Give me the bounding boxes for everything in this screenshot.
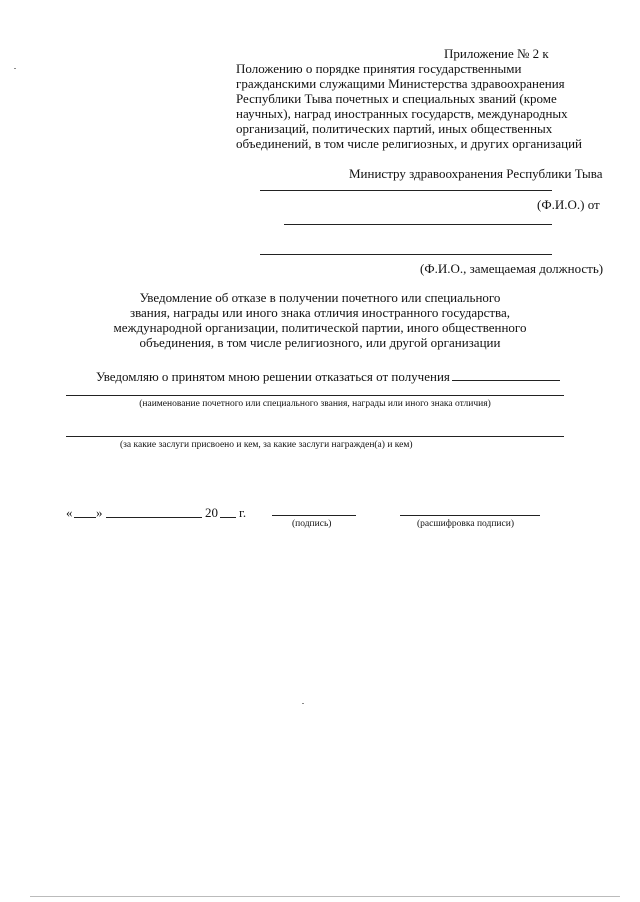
date-day-line[interactable]	[74, 517, 96, 518]
statement-fill-line[interactable]	[452, 380, 560, 381]
title-line: звания, награды или иного знака отличия иностранного государства,	[129, 305, 511, 320]
date-open-quote: «	[66, 505, 73, 520]
appendix-line-title: Приложение № 2 к	[444, 46, 549, 61]
merit-caption: (за какие заслуги присвоено и кем, за какие заслуги награжден(а) и кем)	[120, 440, 413, 450]
date-year-suffix: г.	[239, 505, 247, 520]
appendix-line: объединений, в том числе религиозных, и других организаций	[236, 136, 582, 151]
date-month-line[interactable]	[106, 517, 202, 518]
appendix-line: Положению о порядке принятия государственными	[236, 61, 522, 76]
addressee-line-1	[260, 190, 552, 191]
notification-title	[100, 290, 540, 350]
addressee-fio-from: (Ф.И.О.) от	[537, 197, 600, 212]
appendix-line: научных), наград иностранных государств, международных	[236, 106, 568, 121]
addressee-fio-position: (Ф.И.О., замещаемая должность)	[420, 261, 604, 276]
appendix-line: Республики Тыва почетных и специальных званий (кроме	[236, 91, 557, 106]
award-name-caption: (наименование почетного или специального звания, награды или иного знака отличия)	[139, 399, 491, 409]
date-year-line[interactable]	[220, 517, 236, 518]
title-line: объединения, в том числе религиозного, или другой организации	[139, 335, 501, 350]
decoding-caption: (расшифровка подписи)	[417, 519, 514, 529]
award-name-line[interactable]	[66, 395, 564, 396]
scan-speck	[302, 703, 304, 704]
addressee-minister: Министру здравоохранения Республики Тыва	[349, 166, 603, 181]
scan-speck	[14, 68, 16, 69]
signature-line[interactable]	[272, 515, 356, 516]
decoding-line[interactable]	[400, 515, 540, 516]
title-line: международной организации, политической партии, иного общественного	[113, 320, 527, 335]
merit-line[interactable]	[66, 436, 564, 437]
statement-text: Уведомляю о принятом мною решении отказаться от получения	[96, 369, 450, 384]
scan-bottom-edge	[30, 896, 620, 897]
appendix-block	[236, 46, 586, 151]
addressee-line-3	[260, 254, 552, 255]
title-line: Уведомление об отказе в получении почетного или специального	[139, 290, 501, 305]
appendix-line: организаций, политических партий, иных общественных	[236, 121, 553, 136]
date-year-prefix: 20	[205, 505, 218, 520]
addressee-line-2	[284, 224, 552, 225]
date-close-quote: »	[96, 505, 103, 520]
appendix-line: гражданскими служащими Министерства здравоохранения	[236, 76, 565, 91]
signature-caption: (подпись)	[292, 519, 332, 529]
